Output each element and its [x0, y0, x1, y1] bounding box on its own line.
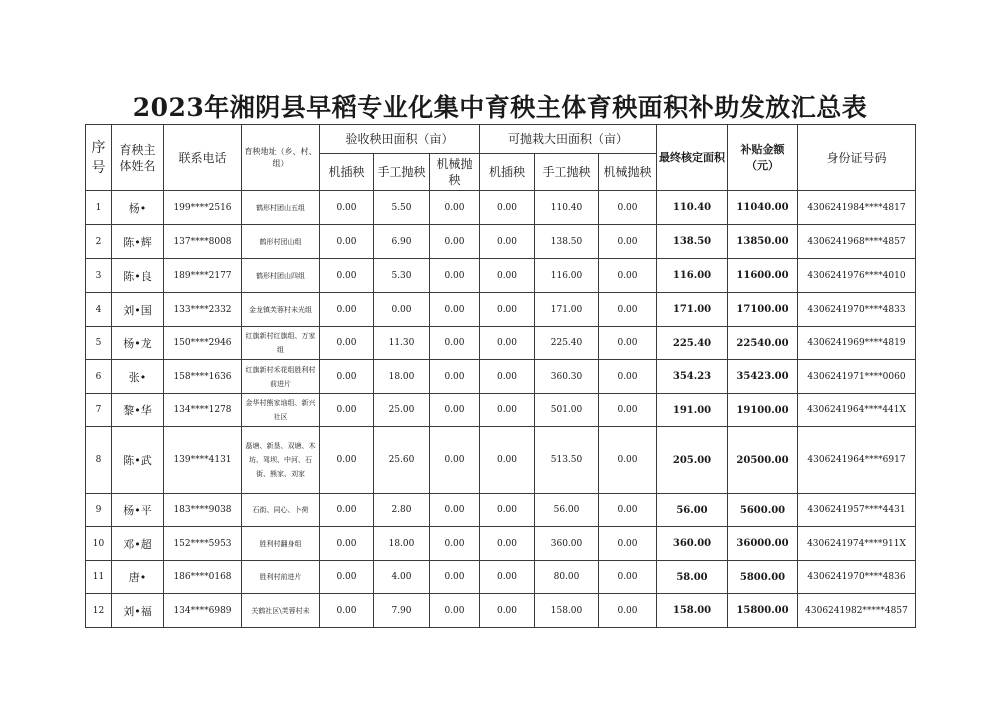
row-field-machine-throw: 0.00 [599, 327, 657, 360]
row-seedbed-machine-transplant: 0.00 [320, 360, 374, 394]
row-seq: 11 [86, 561, 112, 594]
row-field-manual-throw: 158.00 [535, 594, 599, 628]
row-phone: 152****5953 [164, 527, 242, 561]
row-address: 磊塘、新垦、双塘、木坊、驾坝、中河、石街、熊家、刘家 [242, 427, 320, 494]
row-subsidy-amount: 15800.00 [728, 594, 798, 628]
header-seq: 序号 [86, 125, 112, 191]
row-address: 石街、同心、卜荷 [242, 494, 320, 527]
row-phone: 139****4131 [164, 427, 242, 494]
header-id-number: 身份证号码 [798, 125, 916, 191]
row-subsidy-amount: 11040.00 [728, 191, 798, 225]
row-address: 胜利村翻身组 [242, 527, 320, 561]
row-id-number: 4306241969****4819 [798, 327, 916, 360]
row-phone: 183****9038 [164, 494, 242, 527]
table-row [86, 259, 916, 293]
header-seedbed-area: 验收秧田面积（亩） [320, 125, 480, 154]
header-field-area: 可抛栽大田面积（亩） [480, 125, 657, 154]
row-id-number: 4306241970****4833 [798, 293, 916, 327]
row-address: 红旗新村禾花组胜利村前进片 [242, 360, 320, 394]
row-phone: 199****2516 [164, 191, 242, 225]
row-subsidy-amount: 20500.00 [728, 427, 798, 494]
row-seedbed-machine-transplant: 0.00 [320, 225, 374, 259]
row-field-manual-throw: 171.00 [535, 293, 599, 327]
row-seedbed-machine-throw: 0.00 [430, 259, 480, 293]
row-seedbed-manual-throw: 5.30 [374, 259, 430, 293]
row-seedbed-machine-transplant: 0.00 [320, 561, 374, 594]
row-seedbed-machine-throw: 0.00 [430, 293, 480, 327]
row-field-machine-transplant: 0.00 [480, 191, 535, 225]
row-seedbed-machine-throw: 0.00 [430, 527, 480, 561]
header-address: 育秧地址（乡、村、组） [242, 125, 320, 191]
row-final-area: 110.40 [657, 191, 728, 225]
row-seedbed-machine-transplant: 0.00 [320, 293, 374, 327]
row-field-machine-throw: 0.00 [599, 394, 657, 427]
row-final-area: 225.40 [657, 327, 728, 360]
row-seedbed-manual-throw: 6.90 [374, 225, 430, 259]
table-row [86, 394, 916, 427]
row-subsidy-amount: 17100.00 [728, 293, 798, 327]
header-field-manual-throw: 手工抛秧 [535, 154, 599, 191]
header-seedbed-machine-transplant: 机插秧 [320, 154, 374, 191]
row-id-number: 4306241984****4817 [798, 191, 916, 225]
row-address: 胜利村前进片 [242, 561, 320, 594]
row-seedbed-machine-throw: 0.00 [430, 494, 480, 527]
table-row [86, 191, 916, 225]
row-phone: 133****2332 [164, 293, 242, 327]
row-seedbed-machine-throw: 0.00 [430, 191, 480, 225]
row-seedbed-manual-throw: 4.00 [374, 561, 430, 594]
row-phone: 134****6989 [164, 594, 242, 628]
row-seq: 9 [86, 494, 112, 527]
row-seedbed-machine-transplant: 0.00 [320, 427, 374, 494]
row-id-number: 4306241974****911X [798, 527, 916, 561]
row-name: 杨•平 [112, 494, 164, 527]
row-field-machine-transplant: 0.00 [480, 293, 535, 327]
row-field-machine-transplant: 0.00 [480, 427, 535, 494]
row-id-number: 4306241964****441X [798, 394, 916, 427]
row-seedbed-manual-throw: 25.60 [374, 427, 430, 494]
row-field-manual-throw: 360.30 [535, 360, 599, 394]
row-field-machine-transplant: 0.00 [480, 561, 535, 594]
row-id-number: 4306241968****4857 [798, 225, 916, 259]
header-seedbed-manual-throw: 手工抛秧 [374, 154, 430, 191]
row-seedbed-machine-throw: 0.00 [430, 225, 480, 259]
row-name: 刘•福 [112, 594, 164, 628]
row-seedbed-machine-throw: 0.00 [430, 360, 480, 394]
row-final-area: 191.00 [657, 394, 728, 427]
row-final-area: 116.00 [657, 259, 728, 293]
row-seedbed-machine-transplant: 0.00 [320, 494, 374, 527]
row-id-number: 4306241982*****4857 [798, 594, 916, 628]
row-id-number: 4306241957****4431 [798, 494, 916, 527]
row-seq: 1 [86, 191, 112, 225]
row-name: 唐• [112, 561, 164, 594]
row-phone: 158****1636 [164, 360, 242, 394]
row-final-area: 360.00 [657, 527, 728, 561]
row-final-area: 205.00 [657, 427, 728, 494]
row-field-manual-throw: 80.00 [535, 561, 599, 594]
row-address: 鹤形村団山组 [242, 225, 320, 259]
row-field-machine-transplant: 0.00 [480, 394, 535, 427]
row-seq: 3 [86, 259, 112, 293]
row-seedbed-machine-transplant: 0.00 [320, 259, 374, 293]
row-field-machine-transplant: 0.00 [480, 225, 535, 259]
row-field-manual-throw: 110.40 [535, 191, 599, 225]
row-field-machine-throw: 0.00 [599, 293, 657, 327]
row-seedbed-manual-throw: 0.00 [374, 293, 430, 327]
table-row [86, 327, 916, 360]
row-seedbed-manual-throw: 18.00 [374, 527, 430, 561]
row-field-machine-throw: 0.00 [599, 494, 657, 527]
row-name: 刘•国 [112, 293, 164, 327]
table-row [86, 561, 916, 594]
row-address: 鹤形村团山四组 [242, 259, 320, 293]
row-field-manual-throw: 116.00 [535, 259, 599, 293]
row-field-manual-throw: 225.40 [535, 327, 599, 360]
row-subsidy-amount: 13850.00 [728, 225, 798, 259]
page-title: 2023年湘阴县早稻专业化集中育秧主体育秧面积补助发放汇总表 [132, 93, 868, 122]
row-name: 黎•华 [112, 394, 164, 427]
row-seedbed-machine-transplant: 0.00 [320, 191, 374, 225]
table-row [86, 360, 916, 394]
header-field-machine-transplant: 机插秧 [480, 154, 535, 191]
row-name: 邓•超 [112, 527, 164, 561]
row-address: 红旗新村红旗组、万家组 [242, 327, 320, 360]
row-address: 关鹤社区\芙蓉村未 [242, 594, 320, 628]
row-seq: 7 [86, 394, 112, 427]
header-phone: 联系电话 [164, 125, 242, 191]
row-id-number: 4306241976****4010 [798, 259, 916, 293]
row-seedbed-machine-transplant: 0.00 [320, 594, 374, 628]
row-seq: 6 [86, 360, 112, 394]
row-field-machine-throw: 0.00 [599, 561, 657, 594]
row-subsidy-amount: 5600.00 [728, 494, 798, 527]
table-row [86, 293, 916, 327]
row-seedbed-manual-throw: 11.30 [374, 327, 430, 360]
row-final-area: 138.50 [657, 225, 728, 259]
row-field-machine-throw: 0.00 [599, 360, 657, 394]
row-field-manual-throw: 501.00 [535, 394, 599, 427]
row-name: 陈•良 [112, 259, 164, 293]
row-seedbed-machine-throw: 0.00 [430, 327, 480, 360]
row-final-area: 158.00 [657, 594, 728, 628]
row-field-machine-transplant: 0.00 [480, 594, 535, 628]
row-seq: 12 [86, 594, 112, 628]
row-phone: 189****2177 [164, 259, 242, 293]
row-phone: 134****1278 [164, 394, 242, 427]
row-seedbed-machine-throw: 0.00 [430, 427, 480, 494]
row-address: 金龙镇芙蓉村未光组 [242, 293, 320, 327]
table-row [86, 225, 916, 259]
row-field-machine-throw: 0.00 [599, 225, 657, 259]
row-field-machine-transplant: 0.00 [480, 494, 535, 527]
row-name: 陈•武 [112, 427, 164, 494]
row-seq: 10 [86, 527, 112, 561]
row-final-area: 171.00 [657, 293, 728, 327]
subsidy-table [85, 124, 916, 628]
row-field-machine-transplant: 0.00 [480, 360, 535, 394]
row-field-machine-throw: 0.00 [599, 527, 657, 561]
header-seedbed-machine-throw: 机械抛秧 [430, 154, 480, 191]
row-field-manual-throw: 56.00 [535, 494, 599, 527]
row-subsidy-amount: 19100.00 [728, 394, 798, 427]
row-name: 杨•龙 [112, 327, 164, 360]
table-row [86, 594, 916, 628]
row-seq: 8 [86, 427, 112, 494]
row-field-machine-transplant: 0.00 [480, 327, 535, 360]
row-subsidy-amount: 5800.00 [728, 561, 798, 594]
table-row [86, 427, 916, 494]
row-phone: 137****8008 [164, 225, 242, 259]
row-seedbed-machine-throw: 0.00 [430, 594, 480, 628]
row-seedbed-manual-throw: 7.90 [374, 594, 430, 628]
row-phone: 150****2946 [164, 327, 242, 360]
row-subsidy-amount: 35423.00 [728, 360, 798, 394]
row-seedbed-machine-transplant: 0.00 [320, 527, 374, 561]
header-final-area: 最终核定面积 [657, 125, 728, 191]
row-seedbed-machine-throw: 0.00 [430, 561, 480, 594]
row-field-machine-throw: 0.00 [599, 191, 657, 225]
row-seedbed-machine-throw: 0.00 [430, 394, 480, 427]
row-field-machine-transplant: 0.00 [480, 259, 535, 293]
row-subsidy-amount: 36000.00 [728, 527, 798, 561]
row-seedbed-machine-transplant: 0.00 [320, 327, 374, 360]
row-id-number: 4306241970****4836 [798, 561, 916, 594]
row-seedbed-manual-throw: 2.80 [374, 494, 430, 527]
row-id-number: 4306241964****6917 [798, 427, 916, 494]
row-field-machine-throw: 0.00 [599, 259, 657, 293]
table-row [86, 527, 916, 561]
row-seedbed-manual-throw: 25.00 [374, 394, 430, 427]
table-row [86, 494, 916, 527]
row-phone: 186****0168 [164, 561, 242, 594]
row-name: 杨• [112, 191, 164, 225]
row-seedbed-manual-throw: 18.00 [374, 360, 430, 394]
row-name: 张• [112, 360, 164, 394]
row-field-machine-transplant: 0.00 [480, 527, 535, 561]
row-seq: 5 [86, 327, 112, 360]
row-seedbed-manual-throw: 5.50 [374, 191, 430, 225]
row-seedbed-machine-transplant: 0.00 [320, 394, 374, 427]
row-field-machine-throw: 0.00 [599, 427, 657, 494]
row-field-manual-throw: 360.00 [535, 527, 599, 561]
header-subsidy-amount: 补贴金额（元） [728, 125, 798, 191]
row-final-area: 58.00 [657, 561, 728, 594]
row-subsidy-amount: 22540.00 [728, 327, 798, 360]
row-final-area: 354.23 [657, 360, 728, 394]
row-seq: 4 [86, 293, 112, 327]
row-name: 陈•辉 [112, 225, 164, 259]
row-final-area: 56.00 [657, 494, 728, 527]
row-id-number: 4306241971****0060 [798, 360, 916, 394]
row-subsidy-amount: 11600.00 [728, 259, 798, 293]
row-address: 鹤形村团山五组 [242, 191, 320, 225]
row-field-machine-throw: 0.00 [599, 594, 657, 628]
row-address: 金华村熊家垴组、新兴社区 [242, 394, 320, 427]
header-name: 育秧主体姓名 [112, 125, 164, 191]
row-field-manual-throw: 513.50 [535, 427, 599, 494]
row-field-manual-throw: 138.50 [535, 225, 599, 259]
row-seq: 2 [86, 225, 112, 259]
header-field-machine-throw: 机械抛秧 [599, 154, 657, 191]
